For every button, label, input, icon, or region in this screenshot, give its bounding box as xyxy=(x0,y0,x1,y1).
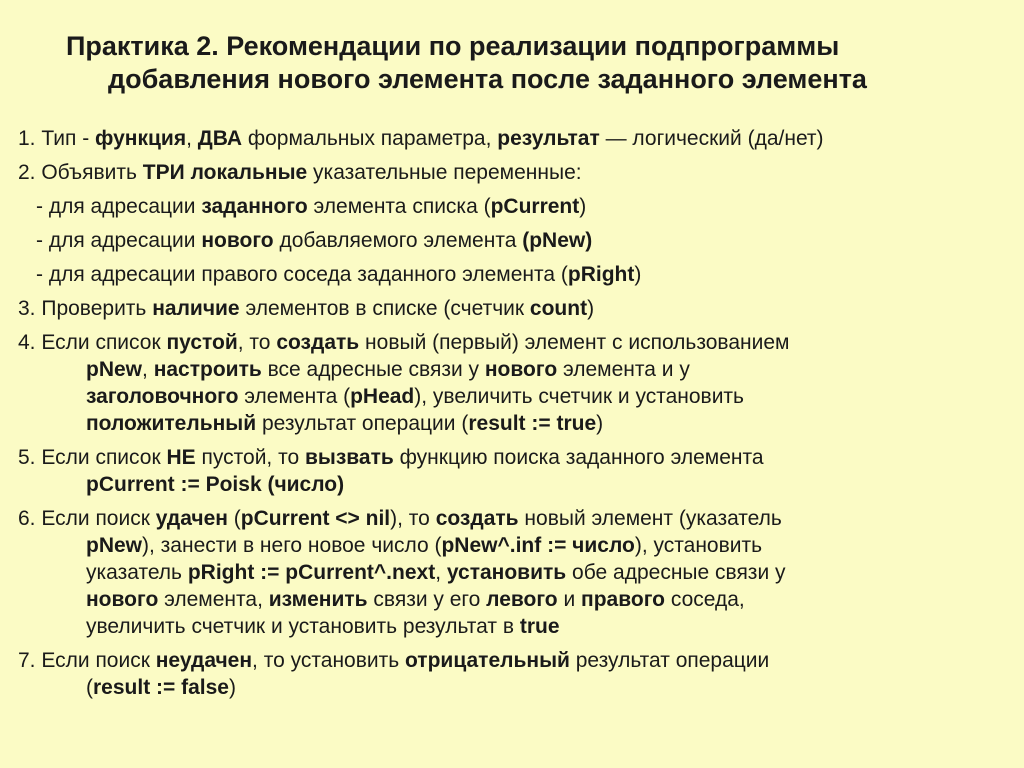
title-line-2: добавления нового элемента после заданного элемента xyxy=(108,64,867,94)
list-item-1: 1. Тип - функция, ДВА формальных параметра, результат — логический (да/нет) xyxy=(18,127,824,150)
slide-title xyxy=(0,30,1024,96)
list-item-2: 2. Объявить ТРИ локальные указательные переменные: xyxy=(18,161,582,184)
list-item-6: 6. Если поиск удачен (pCurrent <> nil), то создать новый элемент (указатель pNew), занести в него новое число (pNew^.inf := число), установить указатель pRight := pCurrent^.next, установить обе адресные связи у нового элемента, изменить связи у его левого и правого соседа, увеличить счетчик и установить результат в true xyxy=(18,507,786,638)
title-line-1: Практика 2. Рекомендации по реализации подпрограммы xyxy=(66,31,840,61)
sub-item-pcurrent: - для адресации заданного элемента списка (pCurrent) xyxy=(36,195,587,218)
list-item-5: 5. Если список НЕ пустой, то вызвать функцию поиска заданного элемента pCurrent := Poisk (число) xyxy=(18,446,764,496)
slide-body xyxy=(18,125,1018,701)
list-item-4: 4. Если список пустой, то создать новый (первый) элемент с использованием pNew, настроить все адресные связи у нового элемента и у заголовочного элемента (pHead), увеличить счетчик и установить положительный результат операции (result := true) xyxy=(18,331,790,435)
sub-item-pright: - для адресации правого соседа заданного элемента (pRight) xyxy=(36,263,642,286)
list-item-7: 7. Если поиск неудачен, то установить отрицательный результат операции (result := false) xyxy=(18,649,770,699)
sub-item-pnew: - для адресации нового добавляемого элемента (pNew) xyxy=(36,229,593,252)
list-item-3: 3. Проверить наличие элементов в списке (счетчик count) xyxy=(18,297,595,320)
